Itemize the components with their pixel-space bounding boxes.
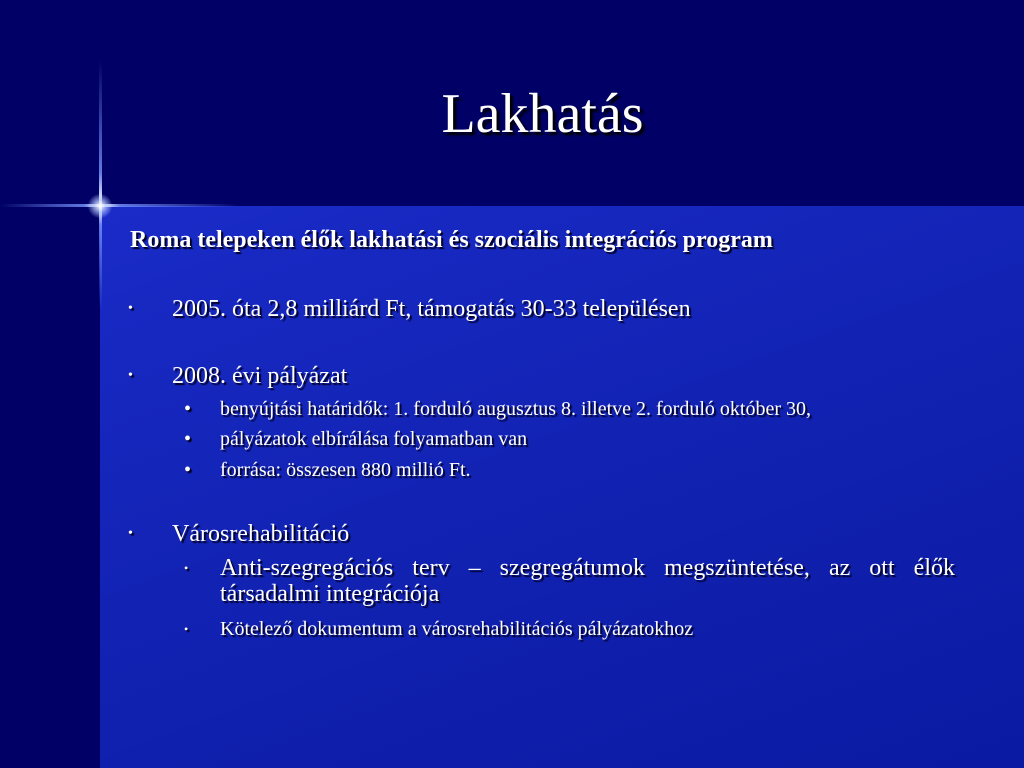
bullet-dot-icon: • <box>184 622 189 636</box>
slide-subtitle: Roma telepeken élők lakhatási és szociális integrációs program <box>130 227 773 253</box>
sparkle-icon <box>88 194 112 218</box>
bullet-dot-icon: • <box>184 428 192 450</box>
bullet-text: Városrehabilitáció <box>172 521 350 547</box>
left-strip <box>0 206 100 768</box>
sparkle-horizontal-ray <box>0 204 240 207</box>
bullet-dot-icon: • <box>128 526 133 541</box>
sub-bullet-text: pályázatok elbírálása folyamatban van <box>220 428 528 450</box>
bullet-text: 2008. évi pályázat <box>172 363 348 389</box>
bullet-dot-icon: • <box>128 301 133 316</box>
bullet-text: 2005. óta 2,8 milliárd Ft, támogatás 30-33 településen <box>172 296 691 322</box>
sub-bullet-text: benyújtási határidők: 1. forduló augusztus 8. illetve 2. forduló október 30, <box>220 398 811 420</box>
sub-bullet-text: Anti-szegregációs terv – szegregátumok megszüntetése, az ott élők társadalmi integrációja <box>220 555 955 607</box>
bullet-dot-icon: • <box>128 368 133 383</box>
bullet-dot-icon: • <box>184 459 192 481</box>
sub-bullet-text: forrása: összesen 880 millió Ft. <box>220 459 471 481</box>
sub-bullet-text: Kötelező dokumentum a városrehabilitációs pályázatokhoz <box>220 618 694 640</box>
slide-title: Lakhatás <box>441 83 644 145</box>
content-panel <box>100 206 1024 768</box>
bullet-dot-icon: • <box>184 398 192 420</box>
bullet-dot-icon: • <box>184 561 189 575</box>
